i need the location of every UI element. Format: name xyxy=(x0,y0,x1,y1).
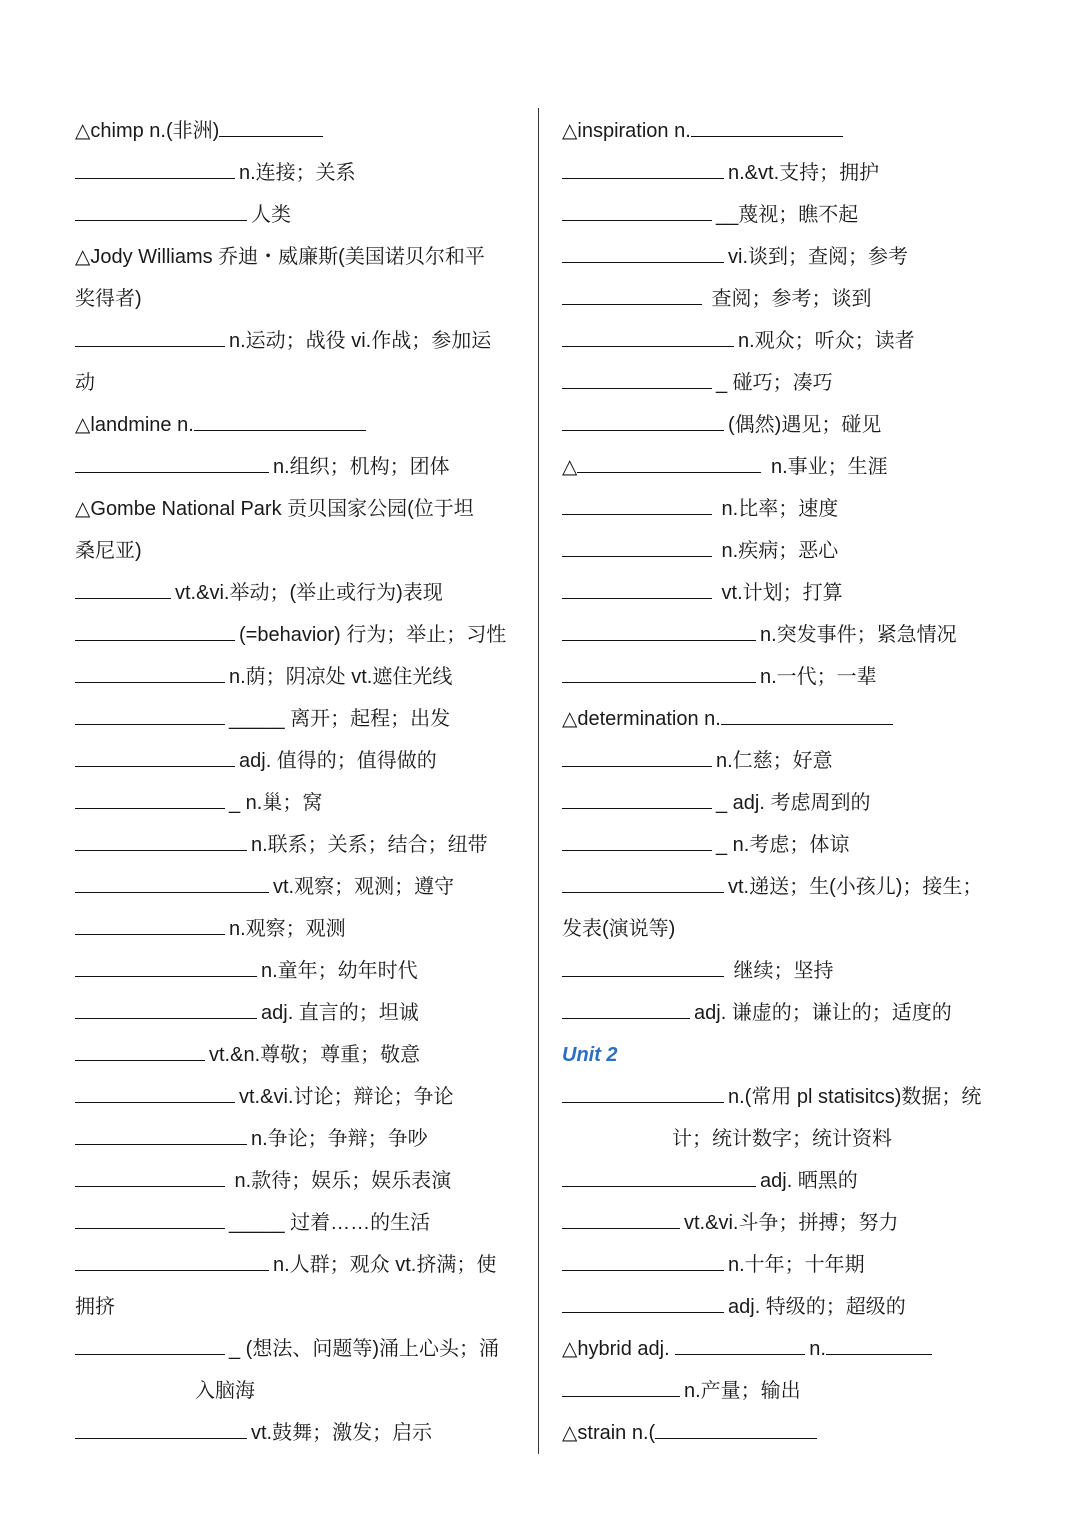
answer-blank[interactable] xyxy=(577,446,761,473)
answer-blank[interactable] xyxy=(562,572,712,599)
vocab-line xyxy=(75,404,520,446)
vocab-definition: n.十年；十年期 xyxy=(728,1254,865,1276)
vocab-prompt: 拥挤 xyxy=(75,1296,115,1318)
vocab-line xyxy=(562,152,1022,194)
vocab-line xyxy=(562,320,1022,362)
vocab-line xyxy=(562,908,1022,950)
vocab-line xyxy=(75,362,520,404)
vocab-definition: n.疾病；恶心 xyxy=(716,540,839,562)
vocab-definition: 查阅；参考；谈到 xyxy=(706,288,872,310)
vocab-prompt: 奖得者) xyxy=(75,288,142,310)
vocab-prompt: 发表(演说等) xyxy=(562,918,676,940)
vocab-definition: (=behavior) 行为；举止；习性 xyxy=(239,624,507,646)
vocab-line xyxy=(562,656,1022,698)
answer-blank[interactable] xyxy=(562,404,724,431)
vocab-line xyxy=(562,572,1022,614)
vocab-prompt: 桑尼亚) xyxy=(75,540,142,562)
vocab-definition: adj. 谦虚的；谦让的；适度的 xyxy=(694,1002,952,1024)
vocab-definition: vt.&vi.举动；(举止或行为)表现 xyxy=(175,582,443,604)
vocab-definition: _ 碰巧；凑巧 xyxy=(716,372,833,394)
answer-blank[interactable] xyxy=(75,992,257,1019)
vocab-prompt: △chimp n.(非洲) xyxy=(75,120,220,142)
answer-blank[interactable] xyxy=(691,110,843,137)
vocab-line xyxy=(562,1034,1022,1076)
vocab-line xyxy=(562,362,1022,404)
vocab-line xyxy=(75,1244,520,1286)
answer-blank[interactable] xyxy=(75,1328,225,1355)
answer-blank[interactable] xyxy=(562,320,734,347)
answer-blank[interactable] xyxy=(562,1286,724,1313)
answer-blank[interactable] xyxy=(562,1370,680,1397)
vocab-definition: vi.谈到；查阅；参考 xyxy=(728,246,908,268)
vocab-line xyxy=(75,824,520,866)
answer-blank[interactable] xyxy=(562,992,690,1019)
vocab-line xyxy=(75,1370,520,1412)
vocab-line xyxy=(75,992,520,1034)
vocab-line xyxy=(562,698,1022,740)
answer-blank[interactable] xyxy=(219,110,323,137)
vocab-definition: n.观察；观测 xyxy=(229,918,346,940)
vocab-definition: _____ 离开；起程；出发 xyxy=(229,708,451,730)
vocab-line xyxy=(562,1286,1022,1328)
vocab-line xyxy=(562,1244,1022,1286)
answer-blank[interactable] xyxy=(75,908,225,935)
answer-blank[interactable] xyxy=(75,194,247,221)
vocab-prompt: △ xyxy=(562,456,578,478)
vocab-prompt: △hybrid adj. xyxy=(562,1338,676,1360)
vocab-definition: n.一代；一辈 xyxy=(760,666,877,688)
answer-blank[interactable] xyxy=(562,1244,724,1271)
answer-blank[interactable] xyxy=(675,1328,805,1355)
vocab-line xyxy=(75,1412,520,1454)
vocab-definition: n.比率；速度 xyxy=(716,498,839,520)
vocab-prompt: △Jody Williams 乔迪・威廉斯(美国诺贝尔和平 xyxy=(75,246,485,268)
right-column xyxy=(562,110,1022,1454)
vocab-line xyxy=(75,614,520,656)
vocab-definition: n.(常用 pl statisitcs)数据；统 xyxy=(728,1086,982,1108)
vocab-line xyxy=(562,992,1022,1034)
answer-blank[interactable] xyxy=(562,152,724,179)
vocab-line xyxy=(75,530,520,572)
vocab-line xyxy=(75,740,520,782)
answer-blank[interactable] xyxy=(562,530,712,557)
answer-blank[interactable] xyxy=(75,152,235,179)
answer-blank[interactable] xyxy=(75,1118,247,1145)
vocab-definition: n.观众；听众；读者 xyxy=(738,330,915,352)
vocab-line xyxy=(562,1118,1022,1160)
vocab-definition: vt.&n.尊敬；尊重；敬意 xyxy=(209,1044,421,1066)
vocab-definition: adj. 直言的；坦诚 xyxy=(261,1002,419,1024)
vocab-prompt: 动 xyxy=(75,372,95,394)
answer-blank[interactable] xyxy=(562,362,712,389)
vocab-prompt: △landmine n. xyxy=(75,414,194,436)
vocab-line xyxy=(75,1076,520,1118)
vocab-definition: vt.递送；生(小孩儿)；接生； xyxy=(728,876,983,898)
vocab-line xyxy=(75,1286,520,1328)
vocab-line xyxy=(75,782,520,824)
answer-blank[interactable] xyxy=(562,824,712,851)
vocab-definition: 人类 xyxy=(251,204,291,226)
vocab-prompt: 入脑海 xyxy=(195,1380,255,1402)
vocab-line xyxy=(75,152,520,194)
answer-blank[interactable] xyxy=(655,1412,817,1439)
answer-blank[interactable] xyxy=(562,950,724,977)
answer-blank[interactable] xyxy=(562,656,756,683)
vocab-definition: _____ 过着……的生活 xyxy=(229,1212,431,1234)
answer-blank[interactable] xyxy=(75,866,269,893)
vocab-definition: n.争论；争辩；争吵 xyxy=(251,1128,428,1150)
vocab-line xyxy=(562,278,1022,320)
vocab-definition: n.荫；阴凉处 vt.遮住光线 xyxy=(229,666,453,688)
vocab-line xyxy=(562,866,1022,908)
vocab-prompt: △strain n.( xyxy=(562,1422,656,1444)
vocab-line xyxy=(75,698,520,740)
vocab-line xyxy=(75,110,520,152)
vocab-prompt: △determination n. xyxy=(562,708,721,730)
answer-blank[interactable] xyxy=(194,404,366,431)
vocab-definition: n.事业；生涯 xyxy=(765,456,888,478)
answer-blank[interactable] xyxy=(75,782,225,809)
answer-blank[interactable] xyxy=(562,1160,756,1187)
unit-heading: Unit 2 xyxy=(562,1044,618,1066)
vocab-definition: vt.&vi.讨论；辩论；争论 xyxy=(239,1086,454,1108)
vocab-line xyxy=(75,656,520,698)
vocab-line xyxy=(75,950,520,992)
vocab-line xyxy=(562,194,1022,236)
vocab-line xyxy=(75,278,520,320)
vocab-line xyxy=(562,110,1022,152)
answer-blank[interactable] xyxy=(826,1328,932,1355)
vocab-definition: (偶然)遇见；碰见 xyxy=(728,414,882,436)
answer-blank[interactable] xyxy=(562,488,712,515)
vocab-definition: n.仁慈；好意 xyxy=(716,750,833,772)
vocab-definition: vt.&vi.斗争；拼搏；努力 xyxy=(684,1212,899,1234)
vocab-line xyxy=(562,446,1022,488)
vocab-line xyxy=(562,824,1022,866)
vocab-definition: 继续；坚持 xyxy=(728,960,834,982)
vocab-prompt: 计；统计数字；统计资料 xyxy=(672,1128,892,1150)
vocab-line xyxy=(75,236,520,278)
answer-blank[interactable] xyxy=(75,698,225,725)
answer-blank[interactable] xyxy=(75,1244,269,1271)
answer-blank[interactable] xyxy=(562,614,756,641)
answer-blank[interactable] xyxy=(562,782,712,809)
vocab-line xyxy=(75,1202,520,1244)
answer-blank[interactable] xyxy=(562,194,712,221)
answer-blank[interactable] xyxy=(75,740,235,767)
answer-blank[interactable] xyxy=(562,740,712,767)
vocab-definition: vt.观察；观测；遵守 xyxy=(273,876,455,898)
vocab-line xyxy=(562,950,1022,992)
vocab-definition: n.产量；输出 xyxy=(684,1380,801,1402)
answer-blank[interactable] xyxy=(75,320,225,347)
vocab-definition: adj. 值得的；值得做的 xyxy=(239,750,437,772)
vocab-definition: n.童年；幼年时代 xyxy=(261,960,418,982)
vocab-definition: _ adj. 考虑周到的 xyxy=(716,792,871,814)
vocab-line xyxy=(562,1202,1022,1244)
vocab-line xyxy=(75,194,520,236)
vocab-line xyxy=(562,1370,1022,1412)
vocab-line xyxy=(562,1328,1022,1370)
answer-blank[interactable] xyxy=(75,950,257,977)
vocab-line xyxy=(75,1328,520,1370)
answer-blank[interactable] xyxy=(75,1412,247,1439)
vocab-line xyxy=(562,404,1022,446)
answer-blank[interactable] xyxy=(75,1034,205,1061)
answer-blank[interactable] xyxy=(562,236,724,263)
answer-blank[interactable] xyxy=(75,614,235,641)
column-divider xyxy=(538,108,539,1454)
vocab-definition: n.&vt.支持；拥护 xyxy=(728,162,880,184)
answer-blank[interactable] xyxy=(75,446,269,473)
left-column xyxy=(75,110,520,1454)
vocab-definition: adj. 晒黑的 xyxy=(760,1170,858,1192)
answer-blank[interactable] xyxy=(562,1076,724,1103)
vocab-line xyxy=(562,236,1022,278)
vocab-line xyxy=(75,1118,520,1160)
vocab-line xyxy=(75,320,520,362)
answer-blank[interactable] xyxy=(75,1202,225,1229)
vocab-line xyxy=(75,572,520,614)
answer-blank[interactable] xyxy=(75,1160,225,1187)
vocab-definition: n.组织；机构；团体 xyxy=(273,456,450,478)
vocab-definition: _ n.巢；窝 xyxy=(229,792,323,814)
answer-blank[interactable] xyxy=(75,572,171,599)
vocab-line xyxy=(562,488,1022,530)
vocab-line xyxy=(75,446,520,488)
vocab-definition: n.突发事件；紧急情况 xyxy=(760,624,957,646)
vocab-line xyxy=(75,488,520,530)
vocab-definition: _ n.考虑；体谅 xyxy=(716,834,850,856)
answer-blank[interactable] xyxy=(75,656,225,683)
vocab-definition: n.连接；关系 xyxy=(239,162,356,184)
vocab-line xyxy=(562,1412,1022,1454)
vocab-line xyxy=(562,614,1022,656)
vocab-definition: adj. 特级的；超级的 xyxy=(728,1296,906,1318)
vocab-line xyxy=(562,1160,1022,1202)
vocab-prompt: △Gombe National Park 贡贝国家公园(位于坦 xyxy=(75,498,474,520)
vocab-line xyxy=(562,530,1022,572)
vocab-line xyxy=(562,1076,1022,1118)
vocab-line xyxy=(75,1160,520,1202)
vocab-definition: __蔑视；瞧不起 xyxy=(716,204,859,226)
vocab-line xyxy=(562,740,1022,782)
vocab-line xyxy=(75,866,520,908)
vocab-definition: n.运动；战役 vi.作战；参加运 xyxy=(229,330,492,352)
vocab-definition: _ (想法、问题等)涌上心头；涌 xyxy=(229,1338,499,1360)
answer-blank[interactable] xyxy=(721,698,893,725)
vocab-definition: vt.计划；打算 xyxy=(716,582,843,604)
answer-blank[interactable] xyxy=(75,1076,235,1103)
vocab-prompt: △inspiration n. xyxy=(562,120,691,142)
answer-blank[interactable] xyxy=(562,866,724,893)
vocab-definition: n. xyxy=(809,1338,826,1360)
answer-blank[interactable] xyxy=(562,278,702,305)
vocab-line xyxy=(562,782,1022,824)
vocab-definition: vt.鼓舞；激发；启示 xyxy=(251,1422,433,1444)
vocab-line xyxy=(75,908,520,950)
vocab-line xyxy=(75,1034,520,1076)
vocab-definition: n.联系；关系；结合；纽带 xyxy=(251,834,488,856)
vocab-definition: n.人群；观众 vt.挤满；使 xyxy=(273,1254,497,1276)
vocab-definition: n.款待；娱乐；娱乐表演 xyxy=(229,1170,452,1192)
answer-blank[interactable] xyxy=(562,1202,680,1229)
answer-blank[interactable] xyxy=(75,824,247,851)
